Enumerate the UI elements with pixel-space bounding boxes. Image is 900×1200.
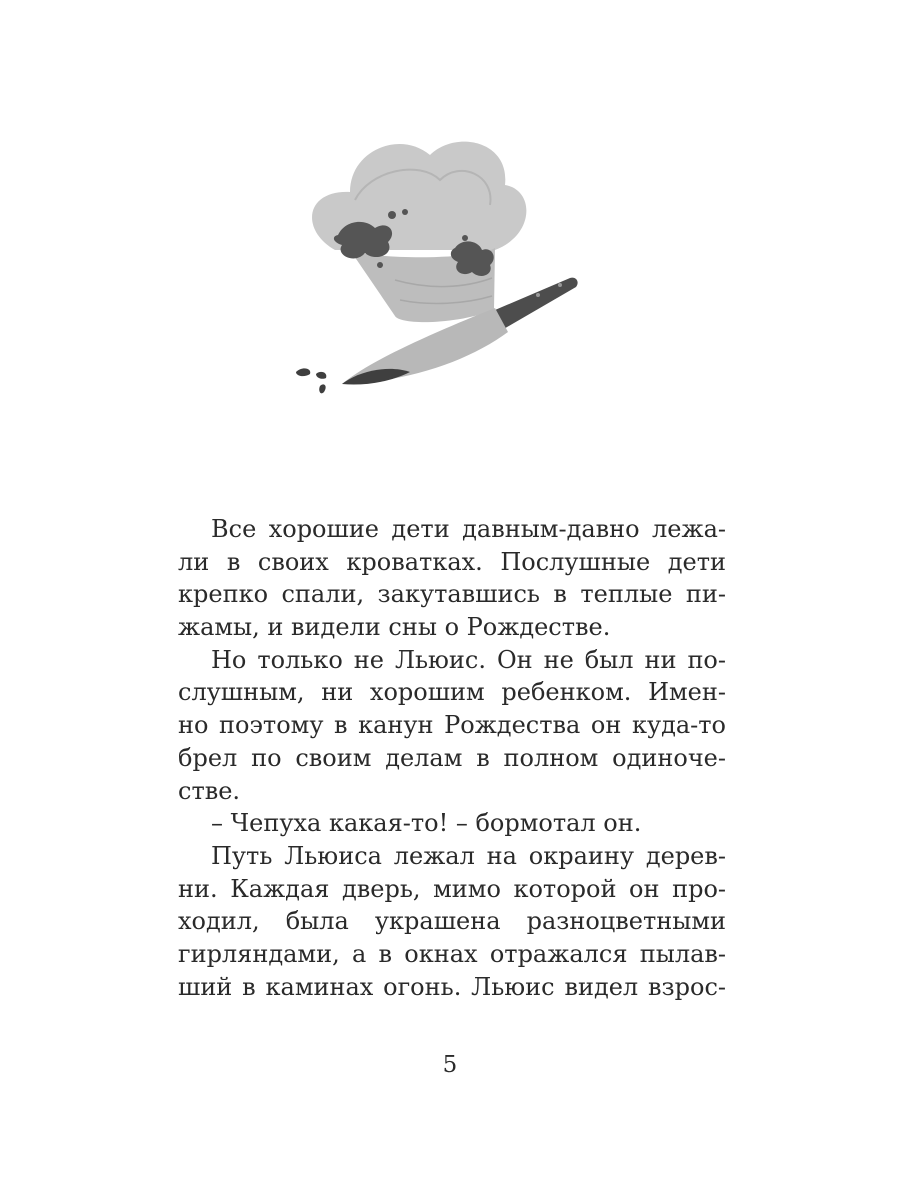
text-line: слушным, ни хорошим ребенком. Имен- (178, 678, 726, 707)
text-line: но поэтому в канун Рождества он куда-то (178, 711, 726, 740)
text-line: Но только не Льюис. Он не был ни по- (211, 645, 726, 674)
text-line: ни. Каждая дверь, мимо которой он про- (178, 874, 726, 903)
text-line: стве. (178, 776, 241, 805)
text-line: крепко спали, закутавшись в теплые пи- (178, 580, 726, 609)
chef-hat-icon (312, 142, 526, 323)
body-text (178, 513, 726, 1003)
text-line: брел по своим делам в полном одиноче- (178, 743, 726, 772)
text-line: ли в своих кроватках. Послушные дети (178, 547, 726, 576)
text-line: ший в каминах огонь. Льюис видел взрос- (178, 972, 726, 1001)
bloody-chef-hat-and-knife-icon (280, 120, 600, 420)
text-line: – Чепуха какая-то! – бормотал он. (211, 809, 642, 838)
chef-hat-knife-illustration (280, 120, 600, 420)
text-line: гирляндами, а в окнах отражался пылав- (178, 939, 726, 968)
text-line: Все хорошие дети давным-давно лежа- (211, 515, 726, 543)
page-number: 5 (442, 1052, 458, 1078)
text-line: ходил, была украшена разноцветными (178, 907, 726, 936)
text-line: жамы, и видели сны о Рождестве. (178, 613, 611, 642)
text-line: Путь Льюиса лежал на окраину дерев- (211, 841, 726, 870)
